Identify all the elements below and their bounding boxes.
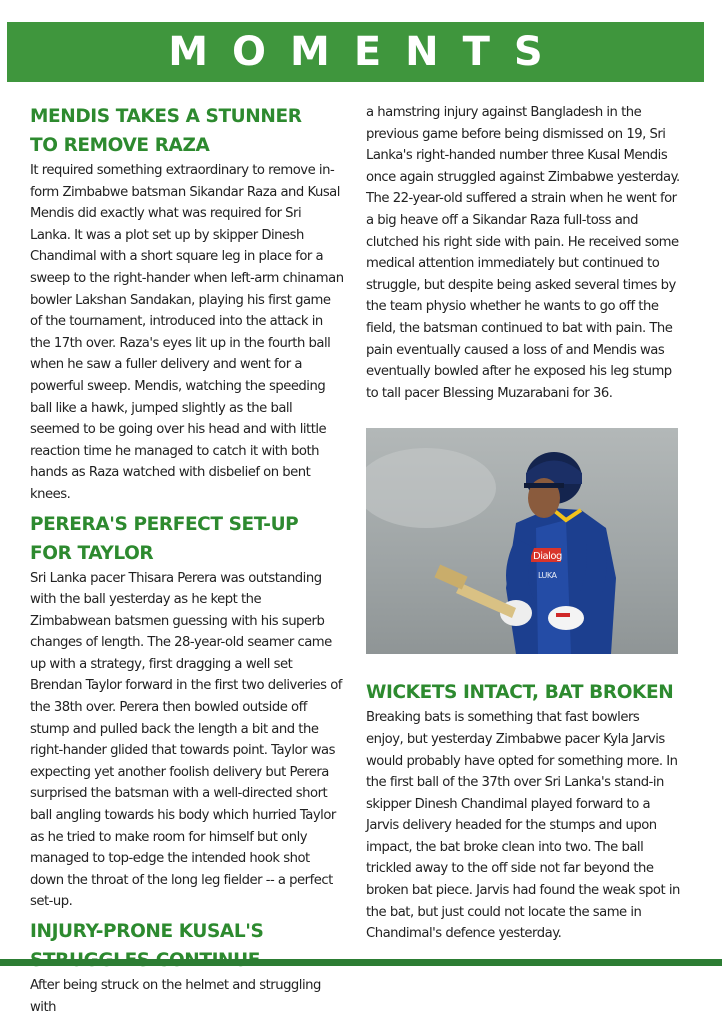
article-body-perera: Sri Lanka pacer Thisara Perera was outstanding with the ball yesterday as he kept the Zimbabwean batsmen guessing with his superb changes of length. The 28-year-old seamer came up with a strategy, first dragging a well set Brendan Taylor forward in the first two deliveries of the 38th over. Perera then bowled outside off stump and pulled back the length a bit and the right-hander glided that towards point. Taylor was expecting yet another foolish delivery but Perera surprised the batsman with a well-directed short ball angling towards his body which hurried Taylor as he tried to make room for himself but only managed to top-edge the intended hook shot down the throat of the long leg fielder -- a perfect set-up.	[30, 570, 342, 910]
footer-bar	[0, 959, 722, 966]
section-banner	[7, 22, 704, 82]
article-body-wickets: Breaking bats is something that fast bowlers enjoy, but yesterday Zimbabwe pacer Kyla Jarvis would probably have opted for something more. In the first ball of the 37th over Sri Lanka's stand-in skipper Dinesh Chandimal played forward to a Jarvis delivery headed for the stumps and upon impact, the bat broke clean into two. The ball trickled away to the off side not far beyond the broken bat piece. Jarvis had found the weak spot in the bat, but just could not locate the same in Chandimal's defence yesterday.	[366, 710, 680, 942]
banner-title: MOMENTS	[168, 29, 567, 75]
headline-perera-setup: PERERA'S PERFECT SET-UP FOR TAYLOR	[30, 513, 299, 564]
headline-mendis-stunner: MENDIS TAKES A STUNNER TO REMOVE RAZA	[30, 106, 302, 156]
article-body-kusal-start: After being struck on the helmet and struggling with	[30, 978, 321, 1015]
jersey-name-text: LUKA	[538, 571, 557, 581]
batsman-illustration	[366, 428, 678, 654]
left-column	[30, 102, 344, 1022]
right-column	[366, 102, 680, 949]
jersey-sponsor-text: Dialog	[533, 551, 562, 563]
cricket-player-photo	[366, 428, 678, 654]
article-body-mendis: It required something extraordinary to remove in-form Zimbabwe batsman Sikandar Raza and Kusal Mendis did exactly what was required for Sri Lanka. It was a plot set up by skipper Dinesh Chandimal with a short square leg in place for a sweep to the right-hander when left-arm chinaman bowler Lakshan Sandakan, playing his first game of the tournament, introduced into the attack in the 17th over. Raza's eyes lit up in the fourth ball when he saw a fuller delivery and went for a powerful sweep. Mendis, watching the speeding ball like a hawk, jumped slightly as the ball seemed to be going over his head and with little reaction time he managed to catch it with both hands as Raza watched with disbelief on bent knees.	[30, 163, 344, 502]
article-body-kusal-continued: a hamstring injury against Bangladesh in the previous game before being dismissed on 19, Sri Lanka's right-handed number three Kusal Mendis once again struggled against Zimbabwe yesterday. The 22-year-old suffered a strain when he went for a big heave off a Sikandar Raza full-toss and clutched his right side with pain. He received some medical attention immediately but continued to struggle, but despite being asked several times by the team physio whether he wants to go off the field, the batsman continued to bat with pain. The pain eventually caused a loss of and Mendis was eventually bowled after he exposed his leg stump to tall pacer Blessing Muzarabani for 36.	[366, 105, 680, 401]
headline-wickets-intact: WICKETS INTACT, BAT BROKEN	[366, 682, 674, 704]
headline-kusal-struggles: INJURY-PRONE KUSAL'S	[30, 921, 264, 942]
